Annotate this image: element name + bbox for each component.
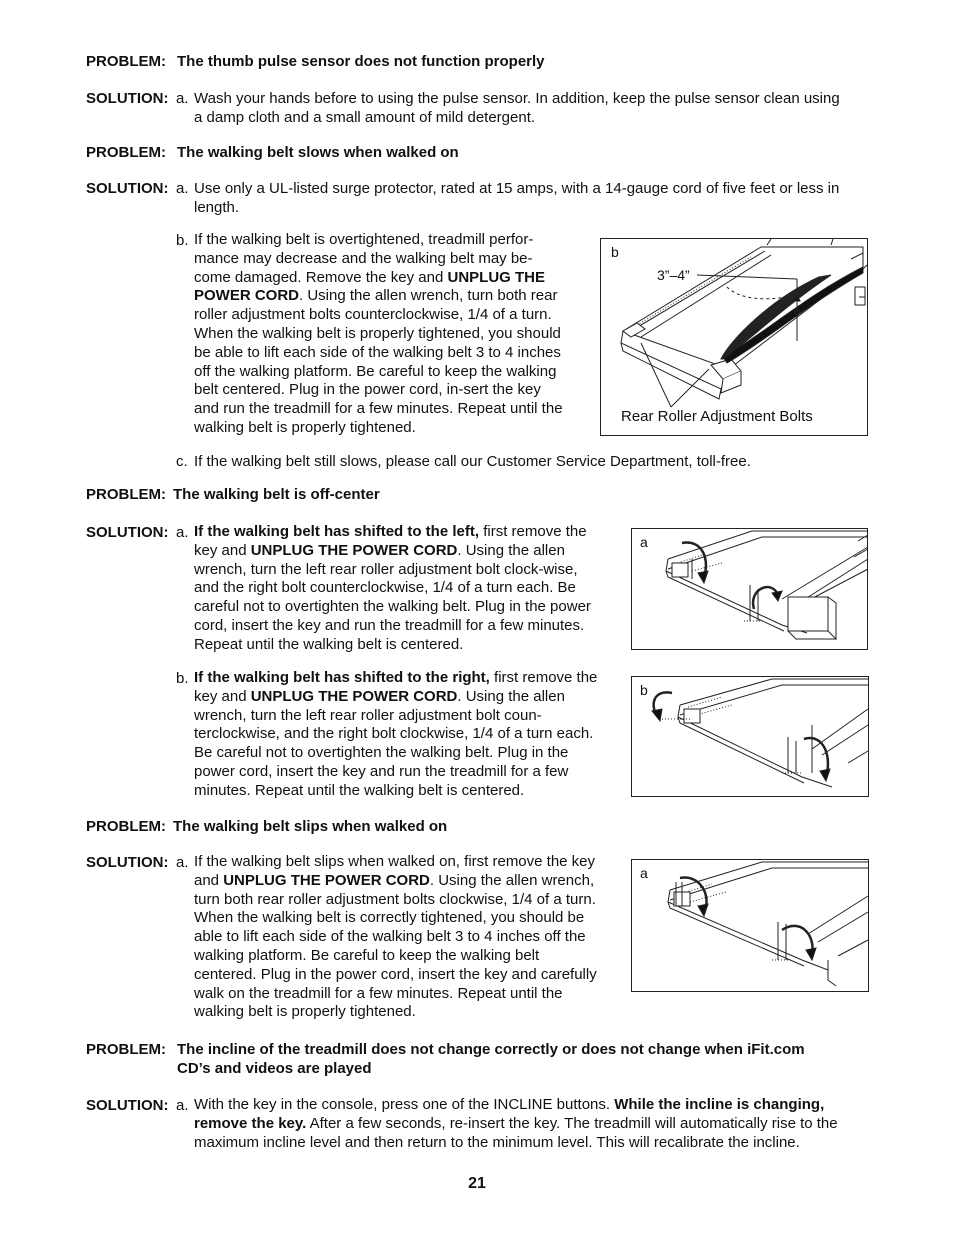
- treadmill-bolts-illustration: [632, 529, 869, 651]
- problem-label: PROBLEM:: [86, 818, 166, 835]
- figure-label: a: [640, 865, 648, 881]
- figure-label: a: [640, 534, 648, 550]
- figure-caption: Rear Roller Adjustment Bolts: [621, 408, 813, 425]
- item-marker: a.: [176, 1097, 189, 1114]
- problem-heading: The walking belt slows when walked on: [177, 144, 459, 161]
- item-marker: b.: [176, 670, 189, 687]
- solution-label: SOLUTION:: [86, 1097, 169, 1114]
- solution-label: SOLUTION:: [86, 854, 169, 871]
- problem-heading: The incline of the treadmill does not change correctly or does not change when iFit.com: [177, 1041, 805, 1058]
- solution-text: a damp cloth and a small amount of mild detergent.: [194, 109, 536, 126]
- solution-text: length.: [194, 199, 240, 216]
- solution-label: SOLUTION:: [86, 524, 169, 541]
- page-number: 21: [468, 1175, 486, 1192]
- solution-paragraph: If the walking belt is overtightened, treadmill perfor-mance may decrease and the walking belt may be-come damaged. Remove the key and UNPLUG THE POWER CORD. Using the allen wrench, turn both rear roller adjustment bolts counterclockwise, 1/4 of a turn. When the walking belt is properly tightened, you should be able to lift each side of the walking belt 3 to 4 inches off the walking platform. Be careful to keep the walking belt centered. Plug in the power cord, in-sert the key and run the treadmill for a few minutes. Repeat until the walking belt is properly tightened.: [194, 231, 563, 436]
- solution-paragraph: With the key in the console, press one of the INCLINE buttons. While the incline is changing, remove the key. After a few seconds, re-insert the key. The treadmill will automatically rise to the maximum incline level and then return to the minimum level. This will recalibrate the incline.: [194, 1096, 838, 1151]
- treadmill-bolts-illustration: [632, 677, 870, 798]
- problem-label: PROBLEM:: [86, 1041, 166, 1058]
- solution-text: If the walking belt still slows, please call our Customer Service Department, toll-free.: [194, 453, 751, 470]
- item-marker: a.: [176, 180, 189, 197]
- item-marker: a.: [176, 854, 189, 871]
- figure-label: b: [611, 244, 619, 260]
- problem-heading: The walking belt is off-center: [173, 486, 380, 503]
- solution-text: Use only a UL-listed surge protector, rated at 15 amps, with a 14-gauge cord of five feet or less in: [194, 180, 840, 197]
- solution-paragraph: If the walking belt has shifted to the right, first remove the key and UNPLUG THE POWER CORD. Using the allen wrench, turn the left rear roller adjustment bolt coun-terclockwise, and the right bolt clockwise, 1/4 of a turn each. Be careful not to overtighten the walking belt. Plug in the power cord, insert the key and run the treadmill for a few minutes. Repeat until the walking belt is centered.: [194, 669, 598, 799]
- solution-label: SOLUTION:: [86, 180, 169, 197]
- item-marker: a.: [176, 524, 189, 541]
- solution-text: Wash your hands before to using the pulse sensor. In addition, keep the pulse sensor clean using: [194, 90, 840, 107]
- item-marker: a.: [176, 90, 189, 107]
- treadmill-bolts-illustration: [632, 860, 870, 993]
- item-marker: c.: [176, 453, 188, 470]
- solution-paragraph: If the walking belt slips when walked on, first remove the key and UNPLUG THE POWER CORD. Using the allen wrench, turn both rear roller adjustment bolts clockwise, 1/4 of a turn. When the walking belt is correctly tightened, you should be able to lift each side of the walking belt 3 to 4 inches off the walking platform. Be careful to keep the walking belt centered. Plug in the power cord, insert the key and carefully walk on the treadmill for a few minutes. Repeat until the walking belt is properly tightened.: [194, 853, 597, 1021]
- figure-belt-slips: [631, 859, 869, 992]
- figure-belt-left: [631, 528, 868, 650]
- problem-label: PROBLEM:: [86, 486, 166, 503]
- figure-label: b: [640, 682, 648, 698]
- problem-heading: The walking belt slips when walked on: [173, 818, 448, 835]
- problem-heading: CD’s and videos are played: [177, 1060, 372, 1077]
- figure-belt-right: [631, 676, 869, 797]
- item-marker: b.: [176, 232, 189, 249]
- problem-heading: The thumb pulse sensor does not function properly: [177, 53, 545, 70]
- problem-label: PROBLEM:: [86, 53, 166, 70]
- solution-paragraph: If the walking belt has shifted to the left, first remove the key and UNPLUG THE POWER CORD. Using the allen wrench, turn the left rear roller adjustment bolt clock-wise, and the right bolt counterclockwise, 1/4 of a turn each. Be careful not to overtighten the walking belt. Plug in the power cord, insert the key and run the treadmill for a few minutes. Repeat until the walking belt is centered.: [194, 523, 591, 653]
- figure-belt-tension: [600, 238, 868, 436]
- problem-label: PROBLEM:: [86, 144, 166, 161]
- solution-label: SOLUTION:: [86, 90, 169, 107]
- measurement-label: 3”–4”: [657, 267, 690, 283]
